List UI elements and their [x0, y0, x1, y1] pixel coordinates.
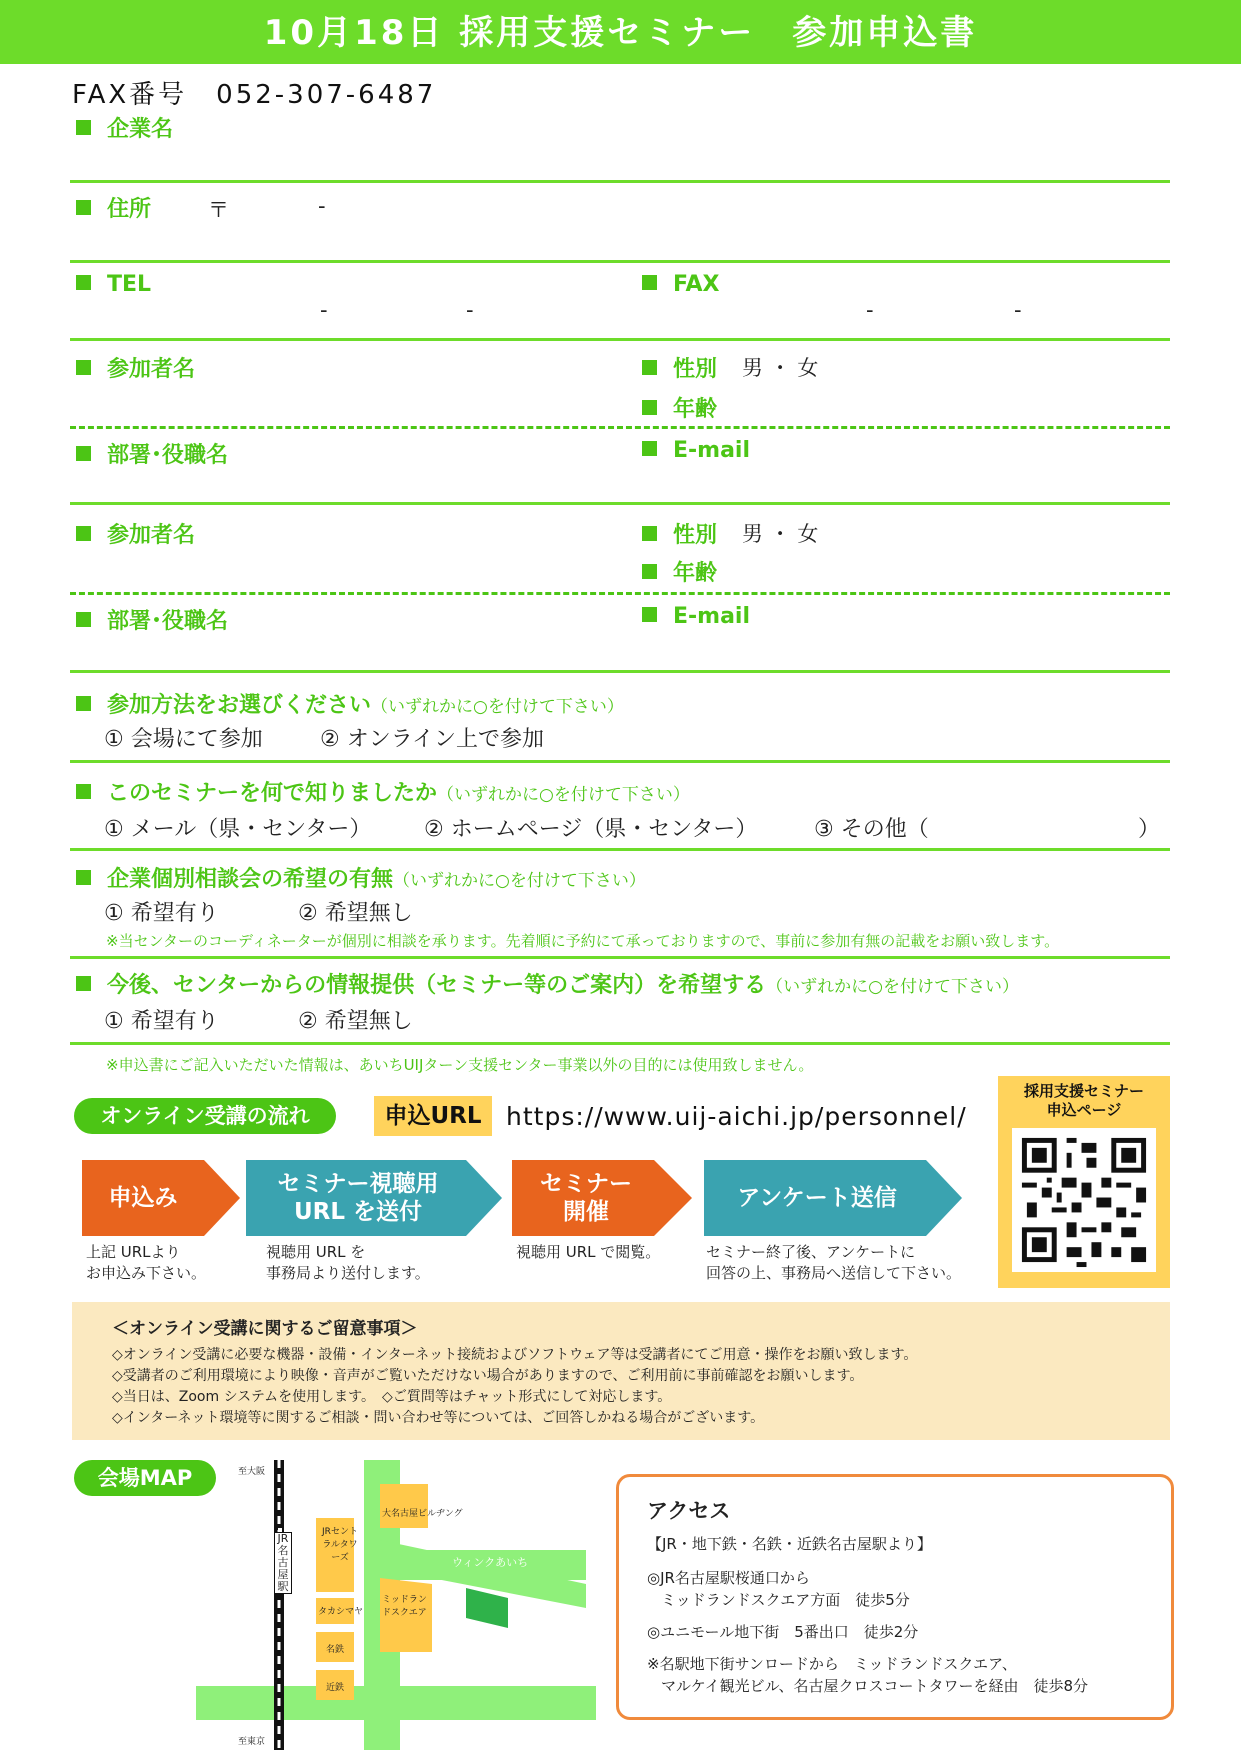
q4-title: 今後、センターからの情報提供（セミナー等のご案内）を希望する（いずれかに○を付けて下さい） [76, 968, 1019, 999]
qr-title: 採用支援セミナー 申込ページ [1023, 1082, 1144, 1119]
gender-label: 性別 [642, 518, 717, 549]
map-dai-nagoya: 大名古屋ビルヂング [382, 1509, 463, 1519]
square-bullet-icon [76, 275, 91, 290]
q1-option-venue[interactable]: ① 会場にて参加 [104, 727, 263, 752]
map-kintetsu: 近鉄 [326, 1683, 345, 1693]
dashed-divider [70, 426, 1170, 429]
q2-title: このセミナーを何で知りましたか（いずれかに○を付けて下さい） [76, 776, 690, 807]
q2-option-other-close: ） [1138, 817, 1161, 842]
age-label: 年齢 [642, 556, 717, 587]
map-to-osaka: 至大阪 [238, 1467, 266, 1477]
step-survey-note: セミナー終了後、アンケートに 回答の上、事務局へ送信して下さい。 [706, 1243, 962, 1282]
map-midland: ミッドランドスクエア [382, 1595, 427, 1618]
email-label: E-mail [642, 438, 750, 463]
apply-url-label: 申込URL [374, 1096, 492, 1136]
divider [70, 180, 1170, 183]
step-send-url-title: セミナー視聴用 URL を送付 [277, 1171, 439, 1225]
participant-label: 参加者名 [76, 518, 195, 549]
square-bullet-icon [76, 446, 91, 461]
divider [70, 338, 1170, 341]
square-bullet-icon [76, 696, 91, 711]
square-bullet-icon [76, 360, 91, 375]
q4-option-no[interactable]: ② 希望無し [298, 1009, 413, 1034]
square-bullet-icon [76, 784, 91, 799]
access-title: アクセス [647, 1499, 731, 1523]
square-bullet-icon [642, 360, 657, 375]
square-bullet-icon [642, 564, 657, 579]
tel-dash: - [320, 298, 328, 322]
access-route: マルケイ観光ビル、名古屋クロスコートタワーを経由 徒歩8分 [661, 1677, 1088, 1695]
divider [70, 760, 1170, 763]
square-bullet-icon [76, 120, 91, 135]
department-label: 部署･役職名 [76, 604, 228, 635]
square-bullet-icon [76, 200, 91, 215]
age-label: 年齢 [642, 392, 717, 423]
postal-mark: 〒 [208, 198, 229, 222]
company-label: 企業名 [76, 112, 173, 143]
map-central-towers: JRセントラルタワーズ [322, 1527, 358, 1563]
step-apply-note: 上記 URLより お申込み下さい。 [86, 1243, 207, 1282]
fax-number: FAX番号 052-307-6487 [72, 80, 437, 110]
step-send-url-note: 視聴用 URL を 事務局より送付します。 [266, 1243, 430, 1282]
access-from: 【JR・地下鉄・名鉄・近鉄名古屋駅より】 [647, 1535, 932, 1553]
q4-option-yes[interactable]: ① 希望有り [104, 1009, 219, 1034]
step-survey-title: アンケート送信 [737, 1185, 897, 1211]
divider [70, 1042, 1170, 1045]
q3-title: 企業個別相談会の希望の有無（いずれかに○を付けて下さい） [76, 862, 646, 893]
qr-code-icon[interactable] [1012, 1128, 1156, 1272]
step-apply-title: 申込み [108, 1185, 178, 1211]
form-title: 10月18日 採用支援セミナー 参加申込書 [0, 0, 1241, 64]
address-label: 住所 [76, 192, 151, 223]
gender-label: 性別 [642, 352, 717, 383]
gender-options[interactable]: 男 ・ 女 [742, 522, 819, 546]
postal-dash: - [318, 194, 326, 218]
divider [70, 848, 1170, 851]
access-route: ミッドランドスクエア方面 徒歩5分 [661, 1591, 910, 1609]
access-route: ◎JR名古屋駅桜通口から [647, 1569, 810, 1587]
fax-dash: - [1014, 298, 1022, 322]
gender-options[interactable]: 男 ・ 女 [742, 356, 819, 380]
square-bullet-icon [642, 275, 657, 290]
qr-panel [998, 1076, 1170, 1288]
tel-dash: - [466, 298, 474, 322]
online-flow-label: オンライン受講の流れ [74, 1098, 336, 1134]
q3-note: ※当センターのコーディネーターが個別に相談を承ります。先着順に予約にて承っておりますので、事前に参加有無の記載をお願い致します。 [106, 932, 1060, 950]
caution-line: ◇当日は、Zoom システムを使用します。 ◇ご質問等はチャット形式にして対応します。 [112, 1389, 672, 1405]
square-bullet-icon [76, 612, 91, 627]
venue-map-label: 会場MAP [74, 1460, 216, 1496]
caution-line: ◇受講者のご利用環境により映像・音声がご覧いただけない場合がありますので、ご利用前に事前確認をお願いします。 [112, 1368, 864, 1384]
cautions-box [72, 1302, 1170, 1440]
square-bullet-icon [76, 870, 91, 885]
step-seminar-note: 視聴用 URL で閲覧。 [516, 1243, 661, 1261]
department-label: 部署･役職名 [76, 438, 228, 469]
dashed-divider [70, 592, 1170, 595]
q2-option-other[interactable]: ③ その他（ [814, 817, 929, 842]
map-takashimaya: タカシマヤ [318, 1607, 364, 1617]
tel-label: TEL [76, 272, 151, 297]
map-meitetsu: 名鉄 [326, 1645, 345, 1655]
square-bullet-icon [76, 976, 91, 991]
divider [70, 502, 1170, 505]
square-bullet-icon [642, 526, 657, 541]
q2-option-homepage[interactable]: ② ホームページ（県・センター） [424, 817, 758, 842]
divider [70, 260, 1170, 263]
q1-title: 参加方法をお選びください（いずれかに○を付けて下さい） [76, 688, 624, 719]
q1-option-online[interactable]: ② オンライン上で参加 [320, 727, 545, 752]
q2-option-mail[interactable]: ① メール（県・センター） [104, 817, 372, 842]
fax-dash: - [866, 298, 874, 322]
map-to-tokyo: 至東京 [238, 1737, 266, 1747]
step-seminar-title: セミナー 開催 [540, 1171, 632, 1225]
square-bullet-icon [642, 607, 657, 622]
divider [70, 956, 1170, 959]
cautions-title: ＜オンライン受講に関するご留意事項＞ [112, 1319, 418, 1339]
caution-line: ◇インターネット環境等に関するご相談・問い合わせ等については、ご回答しかねる場合がございます。 [112, 1410, 765, 1426]
fax-label: FAX [642, 272, 720, 297]
caution-line: ◇オンライン受講に必要な機器・設備・インターネット接続およびソフトウェア等は受講者にてご用意・操作をお願い致します。 [112, 1347, 918, 1363]
map-station-label: JR名古屋駅 [274, 1532, 292, 1594]
square-bullet-icon [642, 441, 657, 456]
q3-option-no[interactable]: ② 希望無し [298, 901, 413, 926]
participant-label: 参加者名 [76, 352, 195, 383]
email-label: E-mail [642, 604, 750, 629]
map-wink-aichi: ウィンクあいち [452, 1556, 529, 1569]
access-route: ※名駅地下街サンロードから ミッドランドスクエア、 [647, 1655, 1017, 1673]
privacy-note: ※申込書にご記入いただいた情報は、あいちUIJターン支援センター事業以外の目的には使用致しません。 [106, 1056, 814, 1074]
apply-url[interactable]: https://www.uij-aichi.jp/personnel/ [506, 1102, 967, 1131]
square-bullet-icon [642, 400, 657, 415]
access-route: ◎ユニモール地下街 5番出口 徒歩2分 [647, 1623, 919, 1641]
q3-option-yes[interactable]: ① 希望有り [104, 901, 219, 926]
access-box [616, 1474, 1174, 1720]
square-bullet-icon [76, 526, 91, 541]
divider [70, 670, 1170, 673]
